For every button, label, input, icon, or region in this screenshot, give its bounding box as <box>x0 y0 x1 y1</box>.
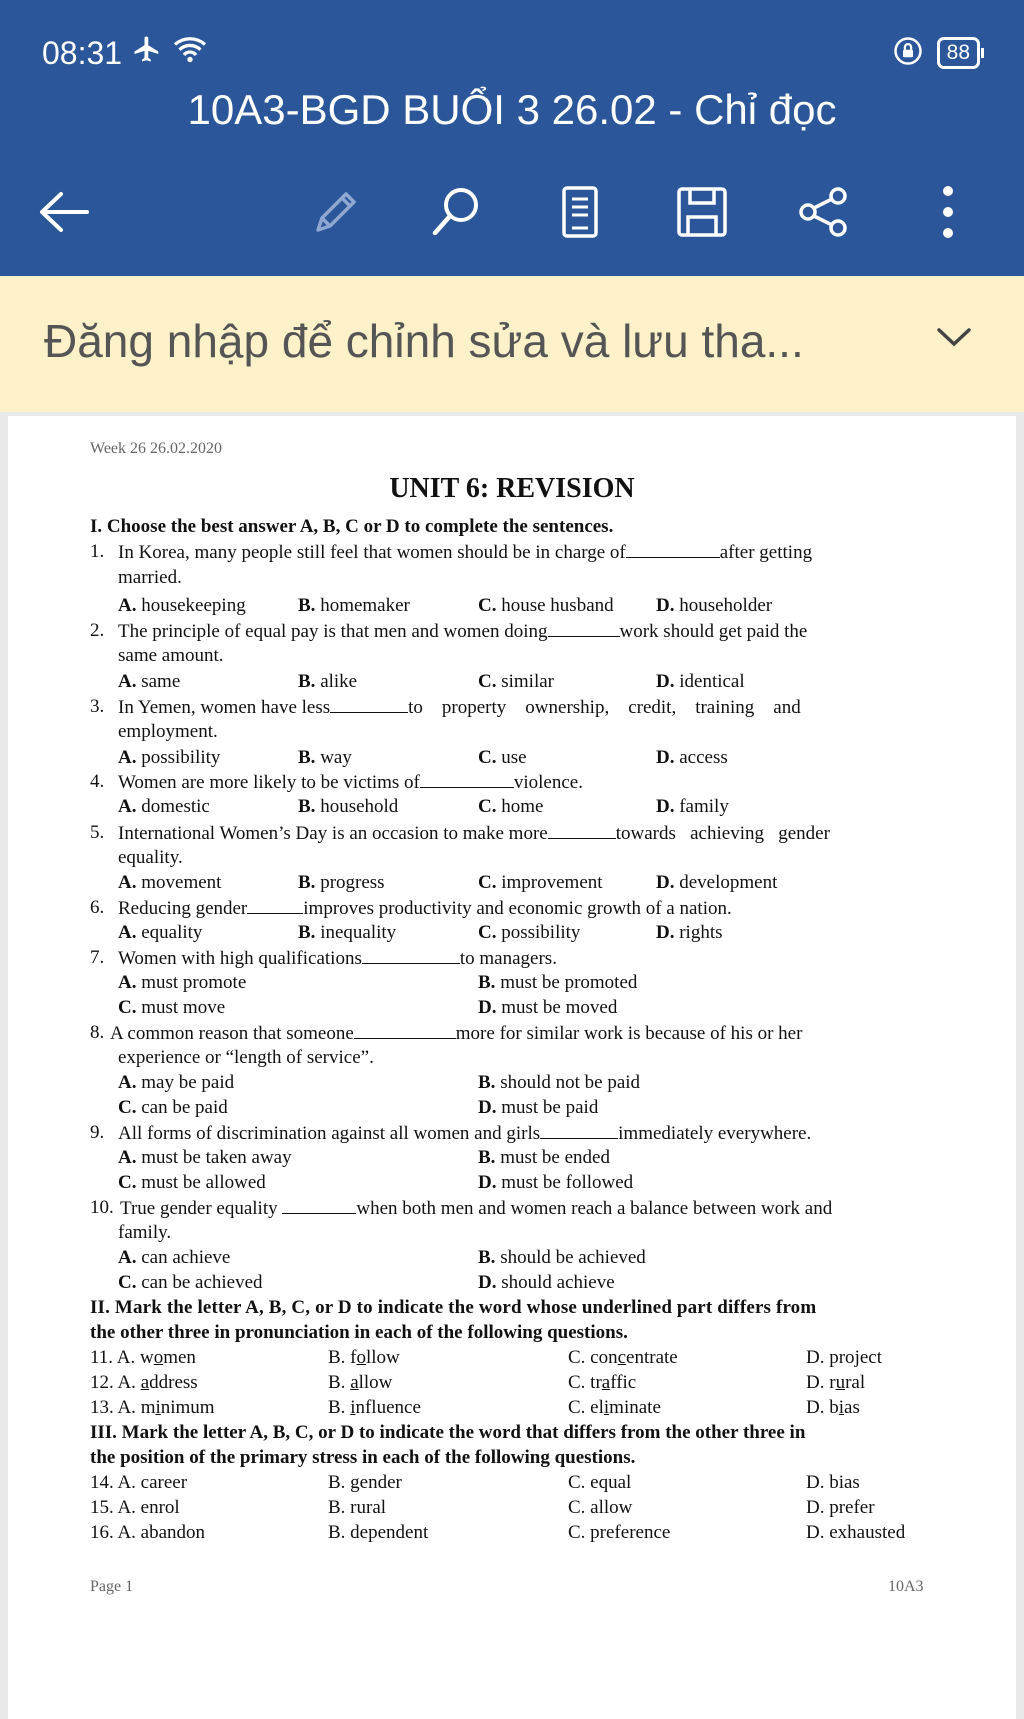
question-number: 4. <box>90 771 105 792</box>
question-text: equality. <box>118 847 183 868</box>
answer-blank <box>330 696 408 713</box>
answer-blank <box>247 897 303 914</box>
option-c: C. traffic <box>568 1372 637 1393</box>
section-2-heading: II. Mark the letter A, B, C, or D to indicate the word whose underlined part differs from <box>90 1297 817 1318</box>
option-c: C. similar <box>478 671 555 692</box>
option-a: A. possibility <box>118 747 221 768</box>
answer-blank <box>540 1122 618 1139</box>
question-number: 3. <box>90 696 105 717</box>
share-button[interactable] <box>796 184 852 240</box>
option-d: D. rural <box>806 1372 866 1393</box>
back-button[interactable] <box>36 184 92 240</box>
edit-button[interactable] <box>308 184 364 240</box>
question-number: 5. <box>90 822 105 843</box>
question-text: same amount. <box>118 645 224 666</box>
status-bar-right <box>893 36 980 70</box>
answer-blank <box>548 822 616 839</box>
page-footer-right: 10A3 <box>888 1578 924 1595</box>
answer-blank <box>282 1197 356 1214</box>
option-d: D. must be followed <box>478 1172 634 1193</box>
option-b: B. follow <box>328 1347 400 1368</box>
option-b: B. progress <box>298 872 385 893</box>
answer-blank <box>626 541 720 558</box>
question-number: 10. <box>90 1197 114 1218</box>
option-a: A. must be taken away <box>118 1147 292 1168</box>
option-a: A. movement <box>118 872 222 893</box>
option-a: A. housekeeping <box>118 595 246 616</box>
question-text: experience or “length of service”. <box>118 1047 374 1068</box>
option-d: D. bias <box>806 1472 860 1493</box>
question-7: Women with high qualifications to managers. <box>118 948 557 969</box>
option-b: B. inequality <box>298 922 397 943</box>
option-d: D. development <box>656 872 778 893</box>
option-d: D. must be moved <box>478 997 618 1018</box>
option-d: D. rights <box>656 922 723 943</box>
option-a: A. may be paid <box>118 1072 235 1093</box>
option-b: B. gender <box>328 1472 402 1493</box>
option-d: D. must be paid <box>478 1097 599 1118</box>
toolbar <box>0 176 1024 246</box>
question-9: All forms of discrimination against all women and girls immediately everywhere. <box>118 1123 812 1144</box>
option-b: B. influence <box>328 1397 421 1418</box>
option-d: D. identical <box>656 671 745 692</box>
document-page[interactable] <box>8 416 1016 1719</box>
question-text: In Korea, many people still feel that women should be in charge of <box>118 542 626 563</box>
save-icon <box>676 186 728 238</box>
question-text: married. <box>118 567 182 588</box>
page-footer-left: Page 1 <box>90 1578 134 1595</box>
option-c: C. must be allowed <box>118 1172 266 1193</box>
question-2: The principle of equal pay is that men and women doing work should get paid the <box>118 621 808 642</box>
question-number: 8. <box>90 1022 105 1043</box>
option-b: B. must be promoted <box>478 972 638 993</box>
app-header <box>0 0 1024 276</box>
option-c: C. can be achieved <box>118 1272 263 1293</box>
option-a: A. equality <box>118 922 203 943</box>
option-b: B. allow <box>328 1372 393 1393</box>
question-11: 11. A. women <box>90 1347 196 1368</box>
option-b: B. homemaker <box>298 595 410 616</box>
unit-title: UNIT 6: REVISION <box>389 473 635 504</box>
sign-in-banner-text: Đăng nhập để chỉnh sửa và lưu tha... <box>44 315 804 367</box>
option-c: C. preference <box>568 1522 671 1543</box>
answer-blank <box>548 620 620 637</box>
option-b: B. household <box>298 796 399 817</box>
section-1-heading: I. Choose the best answer A, B, C or D to complete the sentences. <box>90 516 614 537</box>
question-12: 12. A. address <box>90 1372 198 1393</box>
option-c: C. can be paid <box>118 1097 228 1118</box>
question-number: 6. <box>90 897 105 918</box>
answer-blank <box>420 771 514 788</box>
question-number: 9. <box>90 1122 105 1143</box>
question-14: 14. A. career <box>90 1472 188 1493</box>
question-number: 2. <box>90 620 105 641</box>
option-c: C. allow <box>568 1497 633 1518</box>
option-d: D. householder <box>656 595 773 616</box>
option-b: B. way <box>298 747 352 768</box>
question-5: International Women’s Day is an occasion to make more towards achieving gender <box>118 823 830 844</box>
back-arrow-icon <box>37 190 91 234</box>
option-a: A. same <box>118 671 181 692</box>
question-10: True gender equality when both men and women reach a balance between work and <box>120 1198 833 1219</box>
option-b: B. must be ended <box>478 1147 610 1168</box>
question-15: 15. A. enrol <box>90 1497 180 1518</box>
chevron-down-icon[interactable] <box>936 326 972 352</box>
option-d: D. family <box>656 796 729 817</box>
option-d: D. prefer <box>806 1497 875 1518</box>
option-d: D. project <box>806 1347 882 1368</box>
question-4: Women are more likely to be victims of violence. <box>118 772 583 793</box>
option-b: B. alike <box>298 671 358 692</box>
question-8: A common reason that someone more for similar work is because of his or her <box>110 1023 803 1044</box>
question-16: 16. A. abandon <box>90 1522 206 1543</box>
save-button[interactable] <box>674 184 730 240</box>
option-b: B. should be achieved <box>478 1247 646 1268</box>
question-1 <box>118 541 858 564</box>
section-3-heading-cont: the position of the primary stress in each of the following questions. <box>90 1447 636 1468</box>
option-d: D. should achieve <box>478 1272 615 1293</box>
option-d: D. access <box>656 747 728 768</box>
sign-in-banner[interactable] <box>0 276 1024 412</box>
more-vertical-icon <box>938 185 958 239</box>
option-c: C. house husband <box>478 595 614 616</box>
question-3: In Yemen, women have less to property ownership, credit, training and <box>118 697 801 718</box>
battery-indicator: 88 <box>937 37 980 69</box>
option-b: B. rural <box>328 1497 387 1518</box>
option-a: A. domestic <box>118 796 210 817</box>
share-icon <box>798 186 850 238</box>
question-13: 13. A. minimum <box>90 1397 215 1418</box>
option-c: C. possibility <box>478 922 581 943</box>
answer-blank <box>354 1022 456 1039</box>
answer-blank <box>362 947 460 964</box>
option-c: C. eliminate <box>568 1397 661 1418</box>
option-a: A. must promote <box>118 972 247 993</box>
page-header: Week 26 26.02.2020 <box>90 440 223 457</box>
option-c: C. must move <box>118 997 226 1018</box>
document-title: 10A3-BGD BUỔI 3 26.02 - Chỉ đọc <box>187 86 837 133</box>
section-3-heading: III. Mark the letter A, B, C, or D to indicate the word that differs from the other three in <box>90 1422 806 1443</box>
question-number: 1. <box>90 541 105 562</box>
option-a: A. can achieve <box>118 1247 231 1268</box>
pencil-icon <box>310 186 362 238</box>
question-6: Reducing gender improves productivity and economic growth of a nation. <box>118 898 732 919</box>
section-2-heading-cont: the other three in pronunciation in each of the following questions. <box>90 1322 628 1343</box>
option-b: B. should not be paid <box>478 1072 641 1093</box>
option-d: D. bias <box>806 1397 860 1418</box>
option-d: D. exhausted <box>806 1522 906 1543</box>
question-number: 7. <box>90 947 105 968</box>
rotation-lock-icon <box>893 36 923 70</box>
option-c: C. use <box>478 747 527 768</box>
mobile-view-icon <box>560 185 600 239</box>
question-text: family. <box>118 1222 172 1243</box>
airplane-icon <box>132 34 162 72</box>
search-icon <box>429 185 483 239</box>
question-text: after getting <box>719 542 813 563</box>
option-c: C. home <box>478 796 544 817</box>
option-c: C. concentrate <box>568 1347 678 1368</box>
more-options-button[interactable] <box>920 184 976 240</box>
wifi-icon <box>172 34 208 72</box>
option-c: C. improvement <box>478 872 603 893</box>
question-text: employment. <box>118 721 218 742</box>
status-time: 08:31 <box>42 34 123 71</box>
reading-view-button[interactable] <box>552 184 608 240</box>
option-c: C. equal <box>568 1472 632 1493</box>
status-bar-left <box>42 34 208 72</box>
search-button[interactable] <box>428 184 484 240</box>
option-b: B. dependent <box>328 1522 429 1543</box>
